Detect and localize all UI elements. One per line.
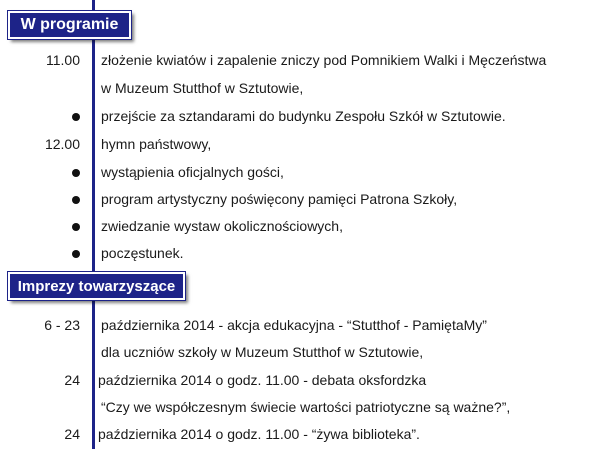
event-date: 24: [64, 426, 80, 442]
bullet-icon: [72, 250, 80, 258]
section-header-events: Imprezy towarzyszące: [8, 272, 185, 300]
bullet-icon: [72, 223, 80, 231]
event-item: [0, 340, 600, 364]
program-text: zwiedzanie wystaw okolicznościowych,: [101, 218, 343, 234]
program-item: [0, 160, 600, 184]
program-item: [0, 76, 600, 100]
event-text: dla uczniów szkoły w Muzeum Stutthof w Sztutowie,: [101, 344, 424, 360]
program-time: 12.00: [44, 136, 80, 152]
bullet-icon: [72, 196, 80, 204]
section-header-program: W programie: [8, 11, 131, 39]
event-text: października 2014 o godz. 11.00 - “żywa biblioteka”.: [98, 426, 420, 442]
event-item: [0, 368, 600, 392]
event-item: [0, 395, 600, 419]
program-text: hymn państwowy,: [101, 136, 212, 152]
event-text: października 2014 o godz. 11.00 - debata oksfordzka: [98, 372, 427, 388]
program-item: [0, 214, 600, 238]
program-text: w Muzeum Stutthof w Sztutowie,: [101, 80, 304, 96]
event-date: 6 - 23: [44, 317, 80, 333]
program-item: [0, 48, 600, 72]
event-text: “Czy we współczesnym świecie wartości patriotyczne są ważne?”,: [101, 399, 511, 415]
program-item: [0, 187, 600, 211]
program-time: 11.00: [46, 52, 80, 68]
event-text: października 2014 - akcja edukacyjna - “Stutthof - PamiętaMy”: [101, 317, 487, 333]
program-item: [0, 132, 600, 156]
bullet-icon: [72, 113, 80, 121]
program-text: złożenie kwiatów i zapalenie zniczy pod Pomnikiem Walki i Męczeństwa: [101, 52, 547, 68]
program-text: wystąpienia oficjalnych gości,: [101, 164, 284, 180]
event-item: [0, 422, 600, 446]
bullet-icon: [72, 169, 80, 177]
program-text: program artystyczny poświęcony pamięci Patrona Szkoły,: [101, 191, 458, 207]
program-text: przejście za sztandarami do budynku Zespołu Szkół w Sztutowie.: [101, 108, 506, 124]
program-text: poczęstunek.: [101, 245, 184, 261]
program-item: [0, 104, 600, 128]
program-item: [0, 241, 600, 265]
event-date: 24: [64, 372, 80, 388]
event-item: [0, 313, 600, 337]
